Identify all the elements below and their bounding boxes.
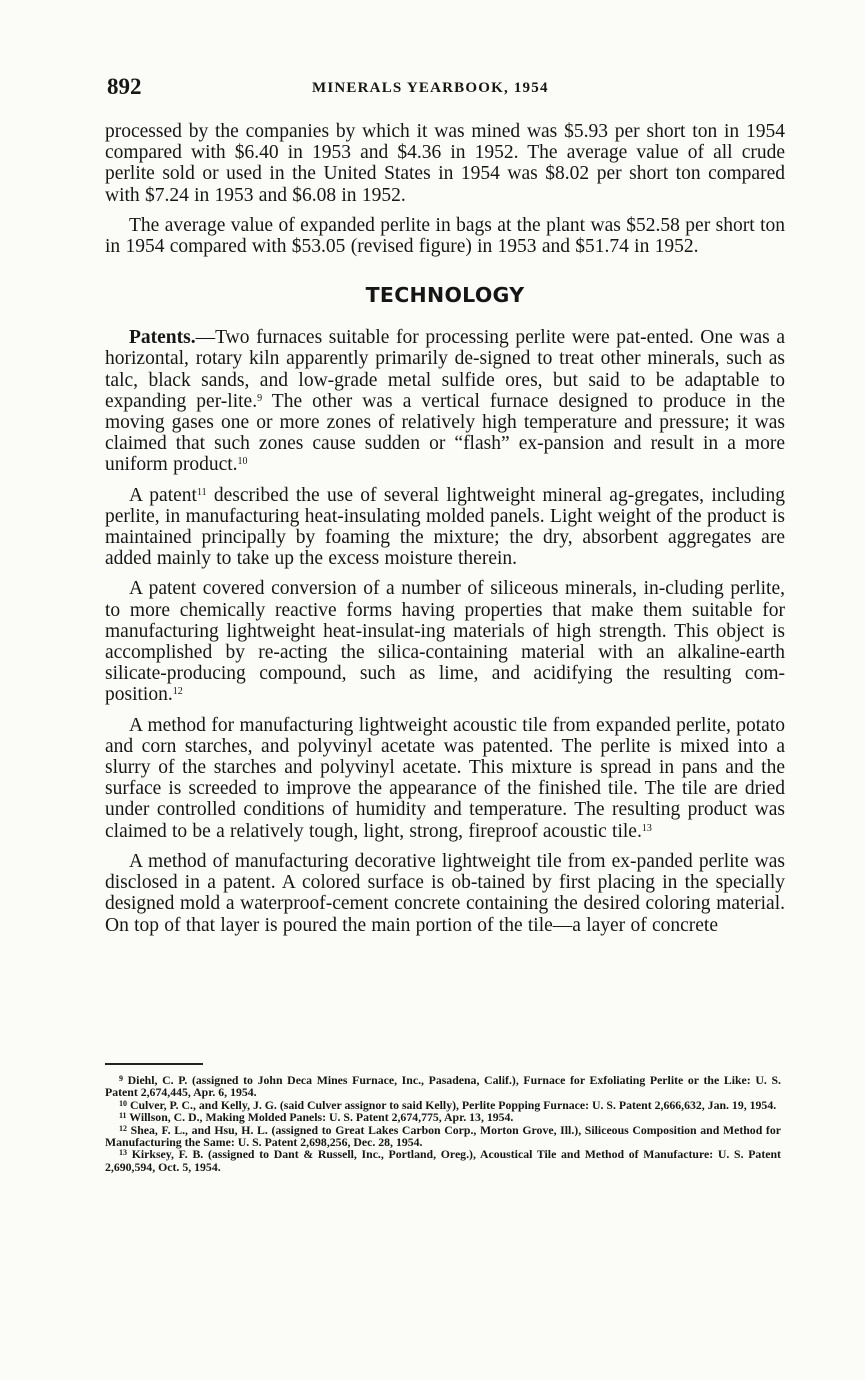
footnote-ref: 10 — [237, 456, 248, 468]
footnotes — [105, 1074, 781, 1173]
footnote-ref: 12 — [172, 686, 183, 698]
body-text — [105, 121, 785, 936]
footnote-number: 13 — [119, 1148, 127, 1158]
footnote-number: 11 — [119, 1111, 127, 1121]
footnote — [105, 1124, 781, 1149]
paragraph-text: The other was a vertical furnace designed to produce in the moving gases one or more zones of relatively high temperature and pressure; it was claimed that such zones cause sudden or “flash” ex-pansion and result in a more uniform product. — [105, 390, 785, 476]
footnote-ref: 13 — [641, 822, 652, 834]
paragraph-text: A method of manufacturing decorative lightweight tile from ex-panded perlite was disclosed in a patent. A colored surface is ob-tained by first placing in the specially designed mold a waterproof-cement concrete containing the desired coloring material. On top of that layer is poured the main portion of the tile—a layer of concrete — [105, 850, 785, 936]
footnote — [105, 1148, 781, 1173]
running-head: MINERALS YEARBOOK, 1954 — [312, 80, 549, 96]
footnote-text: Kirksey, F. B. (assigned to Dant & Russell, Inc., Portland, Oreg.), Acoustical Tile and Method of Manufacture: U. S. Patent 2,690,594, Oct. 5, 1954. — [105, 1147, 781, 1174]
footnote-text: Diehl, C. P. (assigned to John Deca Mines Furnace, Inc., Pasadena, Calif.), Furnace for Exfoliating Perlite or the Like: U. S. Patent 2,674,445, Apr. 6, 1954. — [105, 1073, 781, 1100]
page-header — [107, 74, 785, 104]
paragraph-text: A patent covered conversion of a number of siliceous minerals, in-cluding perlite, to more chemically reactive forms having properties that make them suitable for manufacturing lightweight heat-insulat-ing materials of high strength. This object is accomplished by re-acting the silica-containing material with an alkaline-earth silicate-producing compound, such as lime, and acidifying the resulting com-position. — [105, 578, 785, 706]
paragraph-text: described the use of several lightweight mineral ag-gregates, including perlite, in manufacturing heat-insulating molded panels. Light weight of the product is maintained principally by foaming the mixture; the dry, absorbent aggregates are added mainly to take up the excess moisture therein. — [105, 484, 785, 570]
footnote-text: Willson, C. D., Making Molded Panels: U. S. Patent 2,674,775, Apr. 13, 1954. — [126, 1110, 514, 1125]
footnote-text: Shea, F. L., and Hsu, H. L. (assigned to Great Lakes Carbon Corp., Morton Grove, Ill.), Siliceous Composition and Method for Manufacturing the Same: U. S. Patent 2,698,256, Dec. 28, 1954. — [105, 1122, 781, 1150]
page-number: 892 — [107, 74, 142, 99]
footnote-number: 10 — [119, 1098, 127, 1108]
paragraph-text: Two furnaces suitable for processing perlite were pat-ented. One was a horizontal, rotary kiln apparently primarily de-signed to treat other minerals, such as talc, black sands, and low-grade metal sulfide ores, but said to be adaptable to expanding per-lite. — [105, 327, 785, 412]
footnote-text: Culver, P. C., and Kelly, J. G. (said Culver assignor to said Kelly), Perlite Popping Furnace: U. S. Patent 2,666,632, Jan. 19, 1954. — [127, 1097, 777, 1112]
footnote-number: 12 — [119, 1123, 127, 1133]
paragraph-acoustic-tile — [105, 715, 785, 842]
paragraph-siliceous-minerals — [105, 578, 785, 705]
paragraph-decorative-tile — [105, 851, 785, 936]
paragraph-molded-panels — [105, 485, 785, 570]
paragraph-text: A patent — [129, 484, 197, 506]
footnote — [105, 1074, 781, 1099]
paragraph-patents — [105, 327, 785, 475]
footnote-ref: 11 — [196, 486, 207, 498]
paragraph-text: A method for manufacturing lightweight acoustic tile from expanded perlite, potato and corn starches, and polyvinyl acetate was patented. The perlite is mixed into a slurry of the starches and polyvinyl acetate. This mixture is spread in pans and the surface is screeded to improve the appearance of the finished tile. The tile are dried under controlled conditions of humidity and temperature. The resulting product was claimed to be a relatively tough, light, strong, fireproof acoustic tile. — [105, 714, 785, 842]
paragraph-crude-perlite-value: processed by the companies by which it was mined was $5.93 per short ton in 1954 compared with $6.40 in 1953 and $4.36 in 1952. The average value of all crude perlite sold or used in the United States in 1954 was $8.02 per short ton compared with $7.24 in 1953 and $6.08 in 1952. — [105, 121, 785, 206]
section-heading: TECHNOLOGY — [365, 283, 525, 308]
footnote-divider — [105, 1063, 203, 1065]
em-dash: — — [195, 327, 216, 349]
footnote-ref: 9 — [257, 392, 263, 404]
paragraph-expanded-perlite-value: The average value of expanded perlite in bags at the plant was $52.58 per short ton in 1954 compared with $53.05 (revised figure) in 1953 and $51.74 in 1952. — [105, 214, 785, 258]
paragraph-lead: Patents. — [129, 327, 196, 349]
footnote-number: 9 — [119, 1074, 123, 1083]
